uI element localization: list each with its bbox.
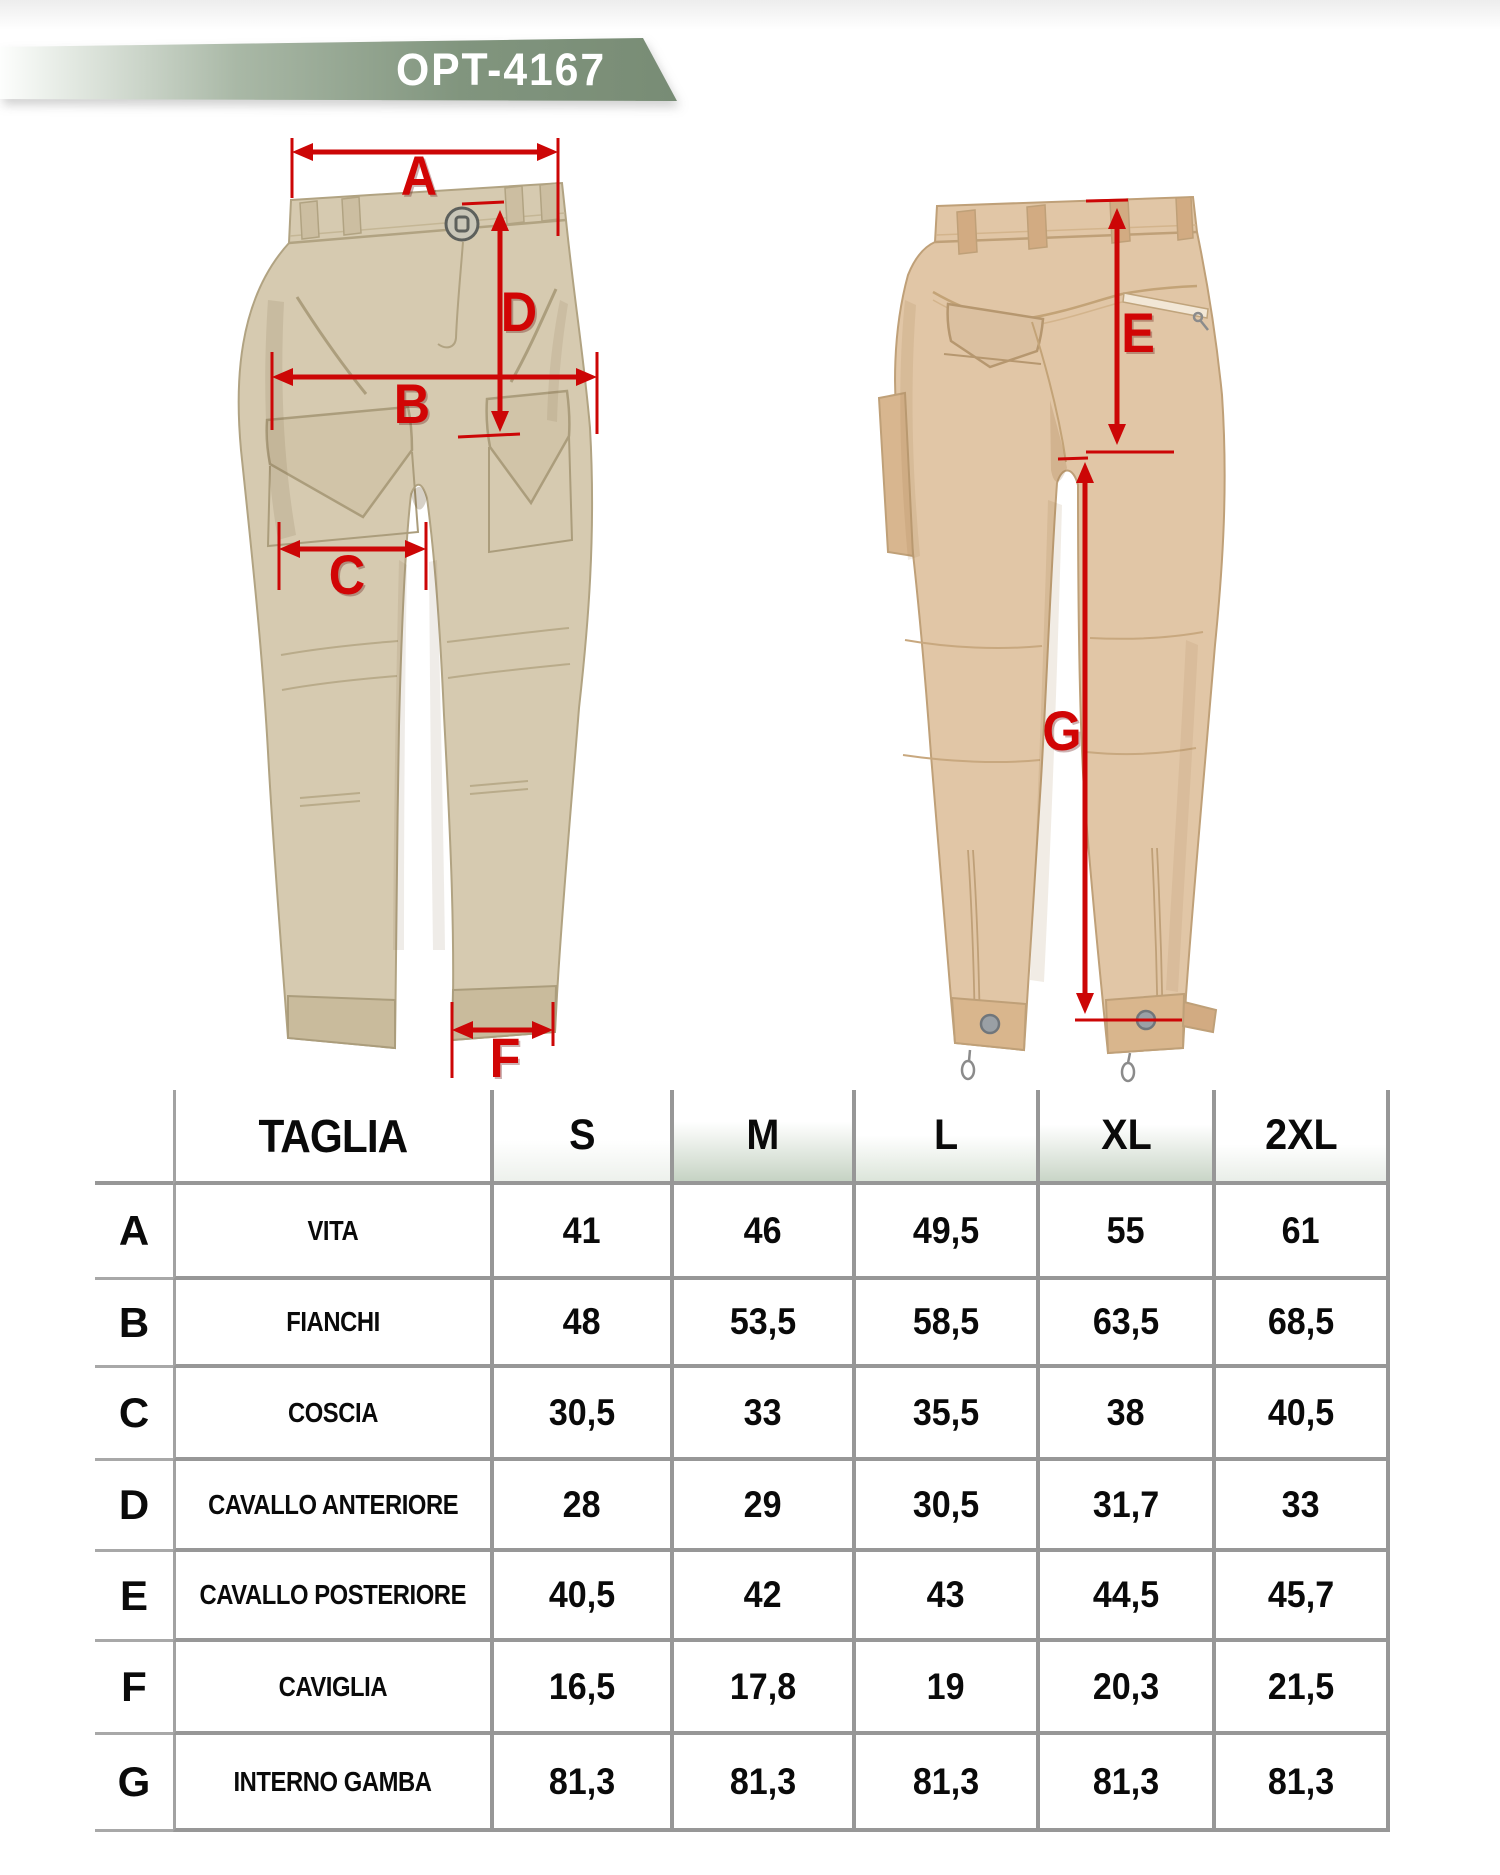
size-value: 30,5 bbox=[852, 1461, 1036, 1552]
size-value: 16,5 bbox=[490, 1642, 670, 1735]
measure-name: CAVALLO ANTERIORE bbox=[173, 1461, 490, 1552]
size-value: 33 bbox=[1212, 1461, 1390, 1552]
size-value: 44,5 bbox=[1036, 1552, 1212, 1642]
size-value: 63,5 bbox=[1036, 1280, 1212, 1368]
size-value: 40,5 bbox=[490, 1552, 670, 1642]
size-value: 41 bbox=[490, 1185, 670, 1280]
measure-name: INTERNO GAMBA bbox=[173, 1735, 490, 1832]
pants-back-illustration bbox=[879, 197, 1225, 1081]
column-header-l: L bbox=[852, 1090, 1036, 1185]
size-value: 33 bbox=[670, 1368, 852, 1461]
size-value: 38 bbox=[1036, 1368, 1212, 1461]
size-value: 20,3 bbox=[1036, 1642, 1212, 1735]
size-value: 49,5 bbox=[852, 1185, 1036, 1280]
size-value: 55 bbox=[1036, 1185, 1212, 1280]
size-value: 17,8 bbox=[670, 1642, 852, 1735]
measurement-label-g: G bbox=[1042, 699, 1082, 762]
product-code-text: OPT-4167 bbox=[395, 44, 607, 95]
measurement-label-d: D bbox=[500, 280, 538, 343]
waist-button bbox=[446, 208, 478, 240]
size-table bbox=[95, 1090, 1390, 1832]
size-value: 81,3 bbox=[1036, 1735, 1212, 1832]
size-value: 29 bbox=[670, 1461, 852, 1552]
measure-name: VITA bbox=[173, 1185, 490, 1280]
size-value: 35,5 bbox=[852, 1368, 1036, 1461]
row-letter: E bbox=[95, 1552, 173, 1642]
size-value: 81,3 bbox=[490, 1735, 670, 1832]
measure-name: CAVIGLIA bbox=[173, 1642, 490, 1735]
row-letter: G bbox=[95, 1735, 173, 1832]
row-letter: A bbox=[95, 1185, 173, 1280]
column-header-taglia: TAGLIA bbox=[173, 1090, 490, 1185]
measurement-label-f: F bbox=[489, 1026, 521, 1089]
size-value: 81,3 bbox=[670, 1735, 852, 1832]
measurement-label-c: C bbox=[328, 543, 366, 606]
header-letter-spacer bbox=[95, 1090, 173, 1185]
column-header-xl: XL bbox=[1036, 1090, 1212, 1185]
measurement-label-a: A bbox=[400, 144, 438, 207]
size-value: 81,3 bbox=[852, 1735, 1036, 1832]
size-value: 40,5 bbox=[1212, 1368, 1390, 1461]
measurement-label-b: B bbox=[393, 372, 431, 435]
size-value: 58,5 bbox=[852, 1280, 1036, 1368]
row-letter: F bbox=[95, 1642, 173, 1735]
size-value: 45,7 bbox=[1212, 1552, 1390, 1642]
size-value: 42 bbox=[670, 1552, 852, 1642]
size-value: 30,5 bbox=[490, 1368, 670, 1461]
size-value: 53,5 bbox=[670, 1280, 852, 1368]
size-value: 81,3 bbox=[1212, 1735, 1390, 1832]
size-value: 61 bbox=[1212, 1185, 1390, 1280]
size-value: 43 bbox=[852, 1552, 1036, 1642]
column-header-m: M bbox=[670, 1090, 852, 1185]
measurement-label-e: E bbox=[1121, 301, 1155, 364]
size-value: 28 bbox=[490, 1461, 670, 1552]
row-letter: B bbox=[95, 1280, 173, 1368]
size-value: 31,7 bbox=[1036, 1461, 1212, 1552]
size-value: 19 bbox=[852, 1642, 1036, 1735]
size-value: 21,5 bbox=[1212, 1642, 1390, 1735]
row-letter: D bbox=[95, 1461, 173, 1552]
size-value: 68,5 bbox=[1212, 1280, 1390, 1368]
pants-front-illustration bbox=[239, 183, 592, 1048]
column-header-2xl: 2XL bbox=[1212, 1090, 1390, 1185]
measure-name: CAVALLO POSTERIORE bbox=[173, 1552, 490, 1642]
measure-name: FIANCHI bbox=[173, 1280, 490, 1368]
measure-name: COSCIA bbox=[173, 1368, 490, 1461]
size-value: 46 bbox=[670, 1185, 852, 1280]
column-header-s: S bbox=[490, 1090, 670, 1185]
row-letter: C bbox=[95, 1368, 173, 1461]
size-value: 48 bbox=[490, 1280, 670, 1368]
